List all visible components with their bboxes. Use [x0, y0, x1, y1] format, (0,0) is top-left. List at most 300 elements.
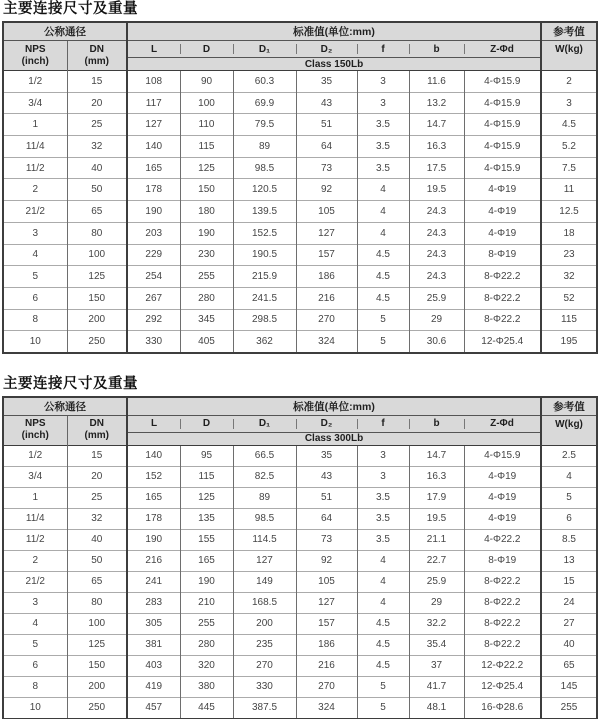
table-cell: 21/2	[3, 201, 67, 223]
table-cell: 11.6	[409, 71, 464, 93]
table-cell: 22.7	[409, 550, 464, 571]
table-cell: 13	[541, 550, 597, 571]
table-cell: 8-Φ22.2	[464, 571, 541, 592]
table-cell: 4-Φ19	[464, 466, 541, 487]
table-cell: 7.5	[541, 157, 597, 179]
table-cell: 100	[67, 244, 127, 266]
table-cell: 40	[541, 634, 597, 655]
table-cell: 3.5	[357, 487, 409, 508]
table-cell: 324	[296, 331, 357, 353]
table-cell: 203	[127, 222, 180, 244]
table-cell: 4	[3, 244, 67, 266]
table-cell: 11/2	[3, 157, 67, 179]
table-cell: 4-Φ19	[464, 487, 541, 508]
table-cell: 235	[233, 634, 296, 655]
table-cell: 4-Φ15.9	[464, 114, 541, 136]
table-cell: 5	[357, 309, 409, 331]
col-header-f: f	[357, 41, 409, 58]
table-cell: 250	[67, 697, 127, 719]
table-cell: 381	[127, 634, 180, 655]
table-cell: 89	[233, 487, 296, 508]
table-cell: 69.9	[233, 92, 296, 114]
table-cell: 4.5	[357, 655, 409, 676]
dimensions-table-150lb	[2, 21, 598, 354]
table-cell: 6	[3, 655, 67, 676]
table-cell: 3	[3, 592, 67, 613]
dimensions-table-300lb	[2, 396, 598, 719]
table-cell: 4.5	[357, 266, 409, 288]
table-cell: 80	[67, 592, 127, 613]
table-cell: 3.5	[357, 508, 409, 529]
table-row	[3, 71, 597, 93]
table-row	[3, 244, 597, 266]
table-cell: 6	[3, 287, 67, 309]
table-cell: 280	[180, 634, 233, 655]
table-cell: 24.3	[409, 244, 464, 266]
table-cell: 4	[357, 179, 409, 201]
table-cell: 4-Φ19	[464, 201, 541, 223]
col-header-dn-label: DN	[89, 43, 104, 55]
table-cell: 32	[67, 136, 127, 158]
table-cell: 298.5	[233, 309, 296, 331]
col-header-D2: D₂	[296, 415, 357, 432]
col-header-zd: Z-Φd	[464, 415, 541, 432]
table-cell: 125	[67, 266, 127, 288]
table-cell: 5	[541, 487, 597, 508]
col-header-dn-unit: (mm)	[84, 430, 109, 442]
table-cell: 27	[541, 613, 597, 634]
table-cell: 90	[180, 71, 233, 93]
table-row	[3, 655, 597, 676]
table-cell: 115	[180, 466, 233, 487]
table-cell: 230	[180, 244, 233, 266]
table-cell: 80	[67, 222, 127, 244]
header-columns-row	[3, 41, 597, 58]
table-cell: 65	[67, 201, 127, 223]
table-cell: 3.5	[357, 157, 409, 179]
table-cell: 210	[180, 592, 233, 613]
pressure-class-band: Class 300Lb	[127, 432, 541, 445]
table-cell: 324	[296, 697, 357, 719]
table-cell: 100	[67, 613, 127, 634]
table-cell: 37	[409, 655, 464, 676]
table-cell: 3.5	[357, 136, 409, 158]
table-cell: 1	[3, 487, 67, 508]
header-nominal-diameter: 公称通径	[3, 397, 127, 416]
table-cell: 2	[3, 179, 67, 201]
table-cell: 190	[180, 571, 233, 592]
table-cell: 229	[127, 244, 180, 266]
table-cell: 40	[67, 157, 127, 179]
table-cell: 320	[180, 655, 233, 676]
table-row	[3, 136, 597, 158]
table-cell: 25.9	[409, 571, 464, 592]
table-cell: 98.5	[233, 157, 296, 179]
table-cell: 15	[541, 571, 597, 592]
table-cell: 43	[296, 92, 357, 114]
table-cell: 51	[296, 114, 357, 136]
table-cell: 24	[541, 592, 597, 613]
table-row	[3, 466, 597, 487]
table-cell: 114.5	[233, 529, 296, 550]
col-header-nps-unit: (inch)	[21, 55, 49, 67]
table-cell: 8-Φ19	[464, 550, 541, 571]
table-cell: 120.5	[233, 179, 296, 201]
table-cell: 186	[296, 634, 357, 655]
table-cell: 92	[296, 550, 357, 571]
table-cell: 50	[67, 179, 127, 201]
table-cell: 127	[296, 222, 357, 244]
table-row	[3, 613, 597, 634]
table-cell: 8-Φ22.2	[464, 287, 541, 309]
table-head	[3, 22, 597, 71]
table-cell: 60.3	[233, 71, 296, 93]
table-cell: 255	[541, 697, 597, 719]
table-cell: 25.9	[409, 287, 464, 309]
col-header-D1: D₁	[233, 415, 296, 432]
table-cell: 4-Φ15.9	[464, 92, 541, 114]
table-cell: 82.5	[233, 466, 296, 487]
table-cell: 18	[541, 222, 597, 244]
table-cell: 3/4	[3, 92, 67, 114]
table-cell: 5	[357, 676, 409, 697]
table-cell: 283	[127, 592, 180, 613]
table-cell: 24.3	[409, 201, 464, 223]
table-cell: 4-Φ15.9	[464, 445, 541, 466]
col-header-D: D	[180, 41, 233, 58]
table-cell: 12.5	[541, 201, 597, 223]
table-cell: 270	[296, 676, 357, 697]
table-cell: 292	[127, 309, 180, 331]
table-cell: 11	[541, 179, 597, 201]
table-cell: 15	[67, 445, 127, 466]
col-header-dn	[67, 415, 127, 445]
col-header-f: f	[357, 415, 409, 432]
table-cell: 32	[67, 508, 127, 529]
table-cell: 21/2	[3, 571, 67, 592]
table-cell: 29	[409, 309, 464, 331]
header-group-row	[3, 397, 597, 416]
table-cell: 8-Φ22.2	[464, 592, 541, 613]
table-cell: 405	[180, 331, 233, 353]
header-standard-values: 标准值(单位:mm)	[127, 397, 541, 416]
table-cell: 4	[357, 571, 409, 592]
table-row	[3, 92, 597, 114]
table-cell: 255	[180, 613, 233, 634]
header-reference-value: 参考值	[541, 397, 597, 416]
table-cell: 4	[541, 466, 597, 487]
table-row	[3, 114, 597, 136]
table-row	[3, 266, 597, 288]
table-cell: 165	[127, 487, 180, 508]
table-cell: 4-Φ15.9	[464, 136, 541, 158]
table-cell: 4.5	[541, 114, 597, 136]
table-cell: 270	[296, 309, 357, 331]
table-row	[3, 179, 597, 201]
table-cell: 117	[127, 92, 180, 114]
table-cell: 8-Φ22.2	[464, 634, 541, 655]
table-cell: 250	[67, 331, 127, 353]
table-cell: 190	[127, 529, 180, 550]
table-cell: 345	[180, 309, 233, 331]
spec-section-300lb	[2, 375, 600, 719]
table-row	[3, 634, 597, 655]
table-cell: 254	[127, 266, 180, 288]
table-cell: 24.3	[409, 222, 464, 244]
table-row	[3, 697, 597, 719]
table-cell: 457	[127, 697, 180, 719]
table-cell: 127	[233, 550, 296, 571]
table-cell: 200	[67, 309, 127, 331]
table-cell: 13.2	[409, 92, 464, 114]
table-cell: 98.5	[233, 508, 296, 529]
table-cell: 64	[296, 136, 357, 158]
table-body	[3, 445, 597, 719]
table-cell: 25	[67, 487, 127, 508]
table-cell: 280	[180, 287, 233, 309]
table-cell: 105	[296, 571, 357, 592]
table-cell: 149	[233, 571, 296, 592]
table-cell: 32	[541, 266, 597, 288]
table-cell: 8-Φ19	[464, 244, 541, 266]
table-cell: 267	[127, 287, 180, 309]
table-cell: 11/4	[3, 508, 67, 529]
table-cell: 6	[541, 508, 597, 529]
table-cell: 73	[296, 157, 357, 179]
table-cell: 3	[541, 92, 597, 114]
table-cell: 25	[67, 114, 127, 136]
col-header-D: D	[180, 415, 233, 432]
table-body	[3, 71, 597, 353]
table-row	[3, 550, 597, 571]
table-cell: 3.5	[357, 529, 409, 550]
table-cell: 3	[3, 222, 67, 244]
table-cell: 152.5	[233, 222, 296, 244]
table-cell: 330	[127, 331, 180, 353]
col-header-dn-unit: (mm)	[84, 55, 109, 67]
table-cell: 4	[3, 613, 67, 634]
table-cell: 200	[67, 676, 127, 697]
col-header-nps-label: NPS	[24, 418, 46, 430]
table-cell: 20	[67, 92, 127, 114]
table-row	[3, 445, 597, 466]
table-cell: 5	[3, 266, 67, 288]
table-row	[3, 309, 597, 331]
table-cell: 5.2	[541, 136, 597, 158]
table-cell: 100	[180, 92, 233, 114]
table-cell: 52	[541, 287, 597, 309]
table-cell: 362	[233, 331, 296, 353]
table-cell: 200	[233, 613, 296, 634]
table-head	[3, 397, 597, 446]
col-header-b: b	[409, 41, 464, 58]
table-cell: 115	[180, 136, 233, 158]
table-cell: 15	[67, 71, 127, 93]
table-cell: 127	[127, 114, 180, 136]
table-cell: 125	[67, 634, 127, 655]
table-cell: 178	[127, 508, 180, 529]
table-cell: 105	[296, 201, 357, 223]
col-header-nps	[3, 415, 67, 445]
table-cell: 2.5	[541, 445, 597, 466]
table-cell: 157	[296, 244, 357, 266]
table-row	[3, 529, 597, 550]
table-cell: 1/2	[3, 71, 67, 93]
table-cell: 115	[541, 309, 597, 331]
table-cell: 5	[3, 634, 67, 655]
col-header-L: L	[127, 415, 180, 432]
col-header-b: b	[409, 415, 464, 432]
table-cell: 8	[3, 676, 67, 697]
table-cell: 157	[296, 613, 357, 634]
table-cell: 21.1	[409, 529, 464, 550]
table-cell: 12-Φ22.2	[464, 655, 541, 676]
table-cell: 16-Φ28.6	[464, 697, 541, 719]
table-cell: 150	[67, 655, 127, 676]
table-cell: 11/4	[3, 136, 67, 158]
table-cell: 35	[296, 445, 357, 466]
table-cell: 8-Φ22.2	[464, 613, 541, 634]
table-cell: 419	[127, 676, 180, 697]
table-cell: 4	[357, 201, 409, 223]
table-cell: 12-Φ25.4	[464, 676, 541, 697]
table-cell: 445	[180, 697, 233, 719]
col-header-zd: Z-Φd	[464, 41, 541, 58]
table-cell: 89	[233, 136, 296, 158]
table-cell: 108	[127, 71, 180, 93]
table-cell: 51	[296, 487, 357, 508]
col-header-weight: W(kg)	[541, 41, 597, 71]
table-cell: 1/2	[3, 445, 67, 466]
table-row	[3, 592, 597, 613]
table-cell: 4.5	[357, 244, 409, 266]
table-cell: 8.5	[541, 529, 597, 550]
table-cell: 215.9	[233, 266, 296, 288]
table-cell: 30.6	[409, 331, 464, 353]
section-title-300lb: 主要连接尺寸及重量	[3, 375, 138, 392]
table-cell: 330	[233, 676, 296, 697]
col-header-nps	[3, 41, 67, 71]
table-cell: 3	[357, 71, 409, 93]
table-cell: 8	[3, 309, 67, 331]
col-header-D1: D₁	[233, 41, 296, 58]
table-cell: 3	[357, 466, 409, 487]
table-cell: 19.5	[409, 508, 464, 529]
table-cell: 8-Φ22.2	[464, 266, 541, 288]
col-header-L: L	[127, 41, 180, 58]
table-cell: 73	[296, 529, 357, 550]
header-standard-values: 标准值(单位:mm)	[127, 22, 541, 41]
table-cell: 168.5	[233, 592, 296, 613]
table-cell: 216	[296, 655, 357, 676]
header-nominal-diameter: 公称通径	[3, 22, 127, 41]
table-cell: 16.3	[409, 136, 464, 158]
table-cell: 4	[357, 222, 409, 244]
table-cell: 12-Φ25.4	[464, 331, 541, 353]
table-cell: 41.7	[409, 676, 464, 697]
table-cell: 32.2	[409, 613, 464, 634]
spec-section-150lb	[2, 0, 600, 354]
table-cell: 127	[296, 592, 357, 613]
table-cell: 145	[541, 676, 597, 697]
table-cell: 14.7	[409, 114, 464, 136]
table-cell: 5	[357, 331, 409, 353]
table-row	[3, 331, 597, 353]
table-cell: 10	[3, 331, 67, 353]
table-cell: 150	[67, 287, 127, 309]
table-row	[3, 287, 597, 309]
table-cell: 4-Φ22.2	[464, 529, 541, 550]
table-cell: 387.5	[233, 697, 296, 719]
col-header-nps-unit: (inch)	[21, 430, 49, 442]
table-row	[3, 222, 597, 244]
table-cell: 92	[296, 179, 357, 201]
table-cell: 3	[357, 92, 409, 114]
header-reference-value: 参考值	[541, 22, 597, 41]
table-cell: 165	[180, 550, 233, 571]
table-cell: 2	[3, 550, 67, 571]
header-columns-row	[3, 415, 597, 432]
col-header-nps-label: NPS	[24, 43, 46, 55]
table-cell: 95	[180, 445, 233, 466]
table-cell: 48.1	[409, 697, 464, 719]
table-cell: 178	[127, 179, 180, 201]
pressure-class-band: Class 150Lb	[127, 58, 541, 71]
table-row	[3, 487, 597, 508]
table-cell: 216	[127, 550, 180, 571]
table-cell: 4.5	[357, 613, 409, 634]
table-cell: 190.5	[233, 244, 296, 266]
header-group-row	[3, 22, 597, 41]
table-cell: 4-Φ15.9	[464, 71, 541, 93]
table-cell: 195	[541, 331, 597, 353]
table-cell: 140	[127, 445, 180, 466]
table-cell: 5	[357, 697, 409, 719]
table-cell: 16.3	[409, 466, 464, 487]
table-cell: 17.9	[409, 487, 464, 508]
table-cell: 23	[541, 244, 597, 266]
table-row	[3, 201, 597, 223]
table-cell: 8-Φ22.2	[464, 309, 541, 331]
table-cell: 3	[357, 445, 409, 466]
table-cell: 4-Φ19	[464, 179, 541, 201]
table-cell: 4	[357, 550, 409, 571]
table-cell: 135	[180, 508, 233, 529]
table-cell: 403	[127, 655, 180, 676]
table-cell: 190	[180, 222, 233, 244]
section-title-150lb: 主要连接尺寸及重量	[3, 1, 138, 17]
table-cell: 35.4	[409, 634, 464, 655]
table-cell: 190	[127, 201, 180, 223]
table-row	[3, 571, 597, 592]
table-cell: 3/4	[3, 466, 67, 487]
table-cell: 305	[127, 613, 180, 634]
table-cell: 40	[67, 529, 127, 550]
table-cell: 380	[180, 676, 233, 697]
table-cell: 125	[180, 487, 233, 508]
table-cell: 150	[180, 179, 233, 201]
table-cell: 4.5	[357, 287, 409, 309]
table-cell: 241	[127, 571, 180, 592]
table-cell: 155	[180, 529, 233, 550]
table-cell: 4	[357, 592, 409, 613]
table-cell: 65	[541, 655, 597, 676]
table-cell: 65	[67, 571, 127, 592]
table-cell: 50	[67, 550, 127, 571]
col-header-dn	[67, 41, 127, 71]
table-cell: 66.5	[233, 445, 296, 466]
table-cell: 241.5	[233, 287, 296, 309]
